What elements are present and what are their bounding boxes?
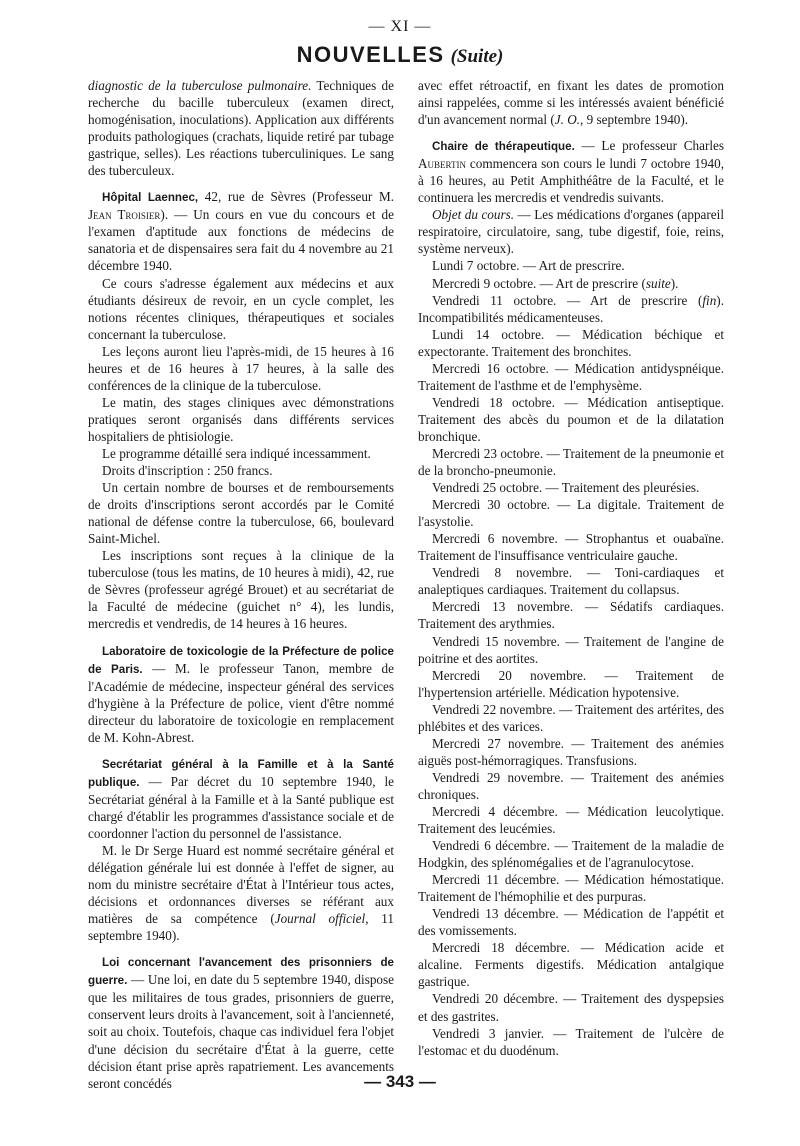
inscriptions-paragraph: Les inscriptions sont reçues à la clinique de la tuberculose (tous les matins, de 10 heures à midi), 42, rue de Sèvres (professeur agrégé Brouet) et au secrétariat de la Faculté de médecine (guichet n° 4), les lundis, mercredis et vendredis, de 14 heures à 16 heures. — [88, 548, 394, 632]
schedule-entry: Mercredi 27 novembre. — Traitement des anémies aiguës post-hémorragiques. Transfusions. — [418, 735, 724, 768]
schedule-entry: Vendredi 11 octobre. — Art de prescrire (fin). Incompatibilités médicamenteuses. — [418, 292, 724, 325]
schedule-entry: Vendredi 18 octobre. — Médication antiseptique. Traitement des abcès du poumon et de la dilatation bronchique. — [418, 394, 724, 444]
tuberculose-diagnostic-paragraph: diagnostic de la tuberculose pulmonaire. Techniques de recherche du bacille tuberculeux (examen direct, homogénisation, inoculations). Application aux différents produits pathologiques (crachats, liquide retiré par tubage gastrique, selles). Les réactions tuberculiniques. Le sang des tuberculeux. — [88, 78, 394, 179]
chaire-heading: Chaire de thérapeutique. — [432, 140, 575, 154]
schedule-entry: Mercredi 6 novembre. — Strophantus et ouabaïne. Traitement de l'insuffisance ventriculaire gauche. — [418, 531, 724, 564]
schedule-entry: Mercredi 9 octobre. — Art de prescrire (suite). — [432, 275, 679, 291]
schedule-entry: Vendredi 13 décembre. — Médication de l'appétit et des vomissements. — [418, 906, 724, 939]
schedule-entry: Mercredi 16 octobre. — Médication antidyspnéique. Traitement de l'asthme et de l'emphysème. — [418, 360, 724, 393]
secretariat-heading: Secrétariat général à la Famille et à la Santé publique. — [88, 757, 394, 789]
schedule-entry: Mercredi 4 décembre. — Médication leucolytique. Traitement des leucémies. — [418, 803, 724, 837]
schedule-entry: Vendredi 22 novembre. — Traitement des artérites, des phlébites et des varices. — [418, 701, 724, 734]
schedule-entry: Vendredi 29 novembre. — Traitement des anémies chroniques. — [418, 769, 724, 802]
droits-paragraph: Droits d'inscription : 250 francs. — [102, 463, 273, 479]
schedule-entry: Vendredi 25 octobre. — Traitement des pleurésies. — [432, 480, 700, 496]
chaire-professor: Aubertin — [418, 156, 466, 172]
laennec-heading: Hôpital Laennec, — [102, 191, 199, 205]
section-suite: (Suite) — [450, 46, 504, 67]
page-number: — 343 — — [364, 1072, 436, 1091]
section-title: NOUVELLES — [296, 42, 445, 67]
secretariat-paragraph: Secrétariat général à la Famille et à la Santé publique. — Par décret du 10 septembre 1940, le Secrétariat général à la Famille et à la Santé publique est chargé d'établir les programmes d'assistance sociale et de coordonner l'action du personnel de l'assistance. — [88, 757, 394, 841]
right-column — [418, 77, 724, 1059]
loi-continuation-paragraph: avec effet rétroactif, en fixant les dates de promotion ainsi rappelées, comme si les intéressés avaient bénéficié d'un avancement normal (J. O., 9 septembre 1940). — [418, 78, 724, 128]
schedule-entry: Vendredi 20 décembre. — Traitement des dyspepsies et des gastrites. — [418, 991, 724, 1024]
huard-paragraph: M. le Dr Serge Huard est nommé secrétaire général et délégation générale lui est donnée à l'effet de signer, au nom du ministre secrétaire d'État à l'Intérieur tous actes, décisions et ordonnances diverses se référant aux matières de sa compétence (Journal officiel, 11 septembre 1940). — [88, 843, 394, 944]
schedule-entry: Vendredi 6 décembre. — Traitement de la maladie de Hodgkin, des splénomégalies et de l'agranulocytose. — [418, 838, 724, 871]
laennec-paragraph: Hôpital Laennec, 42, rue de Sèvres (Professeur M. Jean Troisier). — Un cours en vue du concours et de l'examen d'aptitude aux fonctions de médecins de sanatoria et de dispensaires sera fait du 4 novembre au 21 décembre 1940. — [88, 189, 394, 274]
schedule-entry: Vendredi 3 janvier. — Traitement de l'ulcère de l'estomac et du duodénum. — [418, 1025, 724, 1058]
bourses-paragraph: Un certain nombre de bourses et de remboursements de droits d'inscriptions seront accordés par le Comité national de défense contre la tuberculose, 66, boulevard Saint-Michel. — [88, 480, 394, 547]
loi-paragraph: Loi concernant l'avancement des prisonniers de guerre. — Une loi, en date du 5 septembre 1940, dispose que les militaires de tous grades, prisonniers de guerre, conservent leurs droits à l'avancement, soit à l'ancienneté, soit au choix. Toutefois, chaque cas individuel fera l'objet d'une décision du secrétaire d'État à la guerre, cette décision étant prise après rapatriement. Les avancements seront concédés — [88, 956, 394, 1091]
programme-paragraph: Le programme détaillé sera indiqué incessamment. — [102, 445, 371, 461]
matin-paragraph: Le matin, des stages cliniques avec démonstrations pratiques seront organisés dans différents services hospitaliers de phtisiologie. — [88, 394, 394, 444]
schedule-entry: Vendredi 8 novembre. — Toni-cardiaques et analeptiques cardiaques. Traitement du collapsus. — [418, 565, 724, 598]
schedule-entry: Lundi 14 octobre. — Médication béchique et expectorante. Traitement des bronchites. — [418, 326, 724, 359]
laennec-professor: Jean Troisier — [88, 207, 161, 223]
schedule-entry: Vendredi 15 novembre. — Traitement de l'angine de poitrine et des aortites. — [418, 633, 724, 666]
schedule-entry: Mercredi 13 novembre. — Sédatifs cardiaques. Traitement des arythmies. — [418, 599, 724, 632]
loi-heading: Loi concernant l'avancement des prisonniers de guerre. — [88, 956, 394, 988]
chaire-paragraph: Chaire de thérapeutique. — Le professeur Charles Aubertin commencera son cours le lundi 7 octobre 1940, à 16 heures, au Petit Amphithéâtre de la Faculté, et le continuera les mercredis et vendredis suivants. — [418, 138, 724, 206]
cours-paragraph: Ce cours s'adresse également aux médecins et aux étudiants désireux de revoir, en un cycle complet, les notions récentes cliniques, thérapeutiques et sociales concernant la tuberculose. — [88, 275, 394, 342]
objet-paragraph: Objet du cours. — Les médications d'organes (appareil respiratoire, circulatoire, sang, tube digestif, foie, reins, système nerveux). — [418, 207, 724, 257]
lecons-paragraph: Les leçons auront lieu l'après-midi, de 15 heures à 16 heures et de 16 heures à 17 heures, à la salle des conférences de la clinique de la tuberculose. — [88, 343, 394, 393]
schedule-entry: Mercredi 20 novembre. — Traitement de l'hypertension artérielle. Médication hypotensive. — [418, 667, 724, 700]
section-heading — [0, 42, 800, 68]
laboratoire-heading: Laboratoire de toxicologie de la Préfecture de police de Paris. — [88, 644, 394, 676]
schedule-entry: Mercredi 18 décembre. — Médication acide et alcaline. Ferments digestifs. Médication antalgique gastrique. — [418, 940, 724, 990]
schedule-entry: Mercredi 11 décembre. — Médication hémostatique. Traitement de l'hémophilie et des purpuras. — [418, 872, 724, 905]
schedule-entry: Mercredi 30 octobre. — La digitale. Traitement de l'asystolie. — [418, 497, 724, 530]
schedule-entry: Mercredi 23 octobre. — Traitement de la pneumonie et de la broncho-pneumonie. — [418, 445, 724, 479]
roman-folio: — XI — — [368, 18, 432, 35]
left-column — [88, 77, 394, 1092]
schedule-entry: Lundi 7 octobre. — Art de prescrire. — [432, 258, 625, 274]
laboratoire-paragraph: Laboratoire de toxicologie de la Préfecture de police de Paris. — M. le professeur Tanon, membre de l'Académie de médecine, inspecteur général des services d'hygiène à la Préfecture de police, vient d'être nommé directeur du laboratoire de toxicologie en remplacement de M. Kohn-Abrest. — [88, 644, 394, 745]
